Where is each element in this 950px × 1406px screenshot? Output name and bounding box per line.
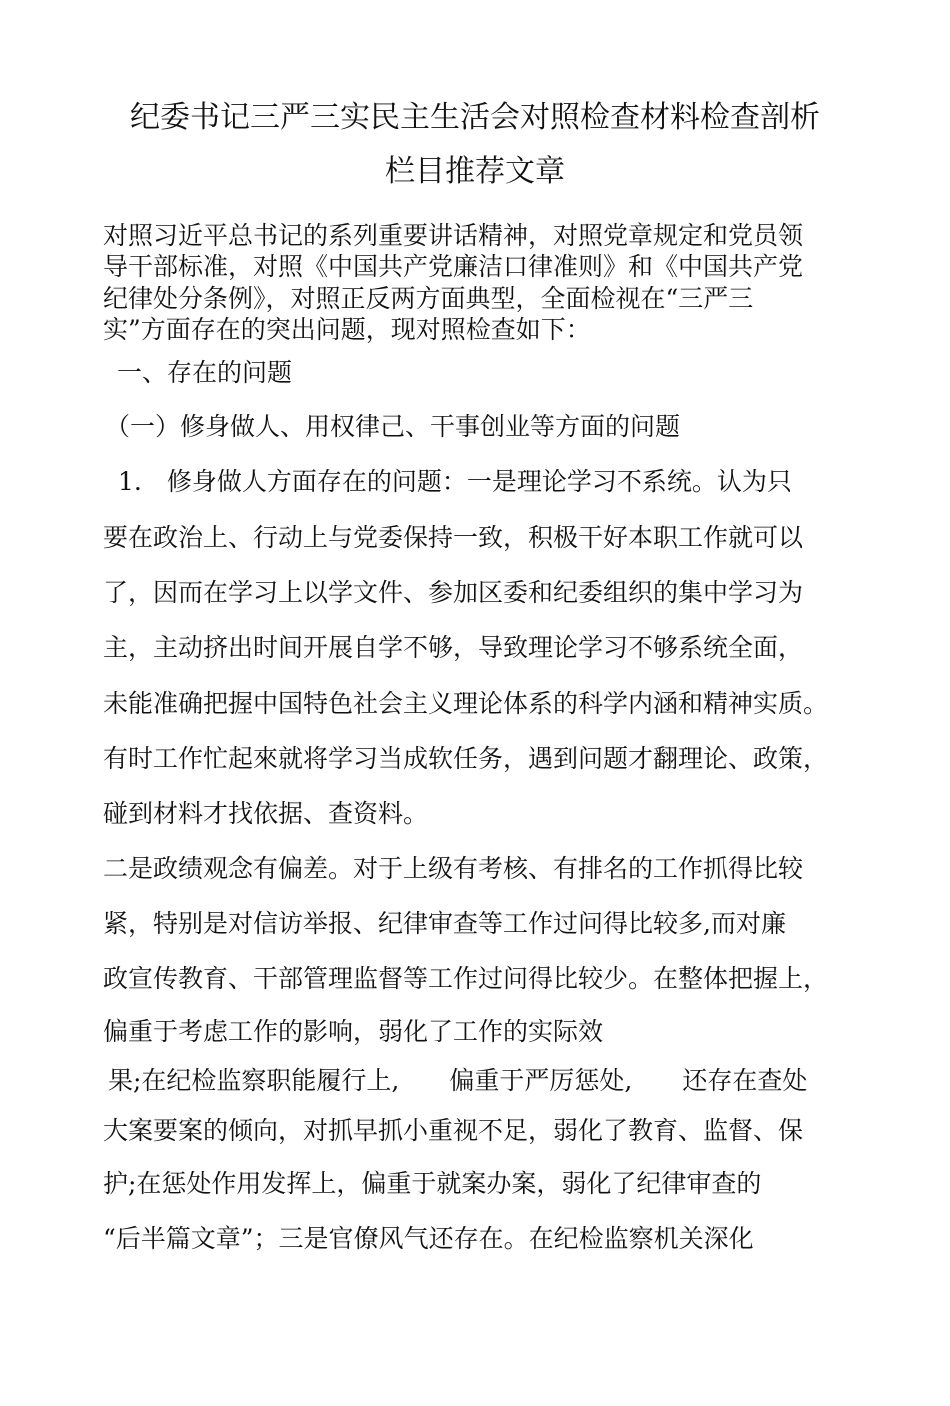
paragraph-2-line: 政宣传教育、干部管理监督等工作过问得比较少。在整体把握上，	[103, 964, 829, 993]
paragraph-1-line: 未能准确把握中国特色社会主义理论体系的科学内涵和精神实质。	[103, 689, 829, 718]
intro-line: 实”方面存在的突出问题，现对照检查如下：	[103, 315, 591, 344]
paragraph-2-line: 二是政绩观念有偏差。对于上级有考核、有排名的工作抓得比较	[103, 854, 804, 883]
paragraph-1-line: 了，因而在学习上以学文件、参加区委和纪委组织的集中学习为	[103, 578, 804, 607]
intro-line: 导干部标准，对照《中国共产党廉洁口律准则》和《中国共产党	[103, 252, 804, 281]
paragraph-3-line: 果;在纪检监察职能履行上, 偏重于严厉惩处, 还存在查处	[108, 1066, 808, 1095]
section-heading: 一、存在的问题	[117, 358, 293, 387]
paragraph-1-line: 主，主动挤出时间开展自学不够，导致理论学习不够系统全面，	[103, 633, 804, 662]
document-title-line-2: 栏目推荐文章	[385, 154, 565, 189]
paragraph-2-line: 偏重于考虑工作的影响，弱化了工作的实际效	[103, 1017, 604, 1046]
intro-line: 对照习近平总书记的系列重要讲话精神，对照党章规定和党员领	[103, 221, 804, 250]
paragraph-3-line: 大案要案的倾向，对抓早抓小重视不足，弱化了教育、监督、保	[103, 1116, 804, 1145]
paragraph-1-line: 1. 修身做人方面存在的问题：一是理论学习不系统。认为只	[118, 467, 792, 496]
paragraph-3-line: 护;在惩处作用发挥上，偏重于就案办案，弱化了纪律审查的	[103, 1169, 762, 1198]
paragraph-2-line: 紧，特别是对信访举报、纪律审查等工作过问得比较多,而对廉	[103, 909, 786, 938]
paragraph-1-line: 碰到材料才找依据、查资料。	[103, 799, 429, 828]
paragraph-1-line: 有时工作忙起來就将学习当成软任务，遇到问题才翻理论、政策，	[103, 744, 829, 773]
paragraph-1-line: 要在政治上、行动上与党委保持一致，积极干好本职工作就可以	[103, 523, 804, 552]
subsection-heading: （一）修身做人、用权律己、干事创业等方面的问题	[105, 412, 681, 441]
document-title-line-1: 纪委书记三严三实民主生活会对照检查材料检查剖析	[130, 100, 820, 135]
intro-line: 纪律处分条例》，对照正反两方面典型，全面检视在“三严三	[103, 284, 754, 313]
paragraph-3-line: “后半篇文章”；三是官僚风气还存在。在纪检监察机关深化	[103, 1224, 754, 1253]
